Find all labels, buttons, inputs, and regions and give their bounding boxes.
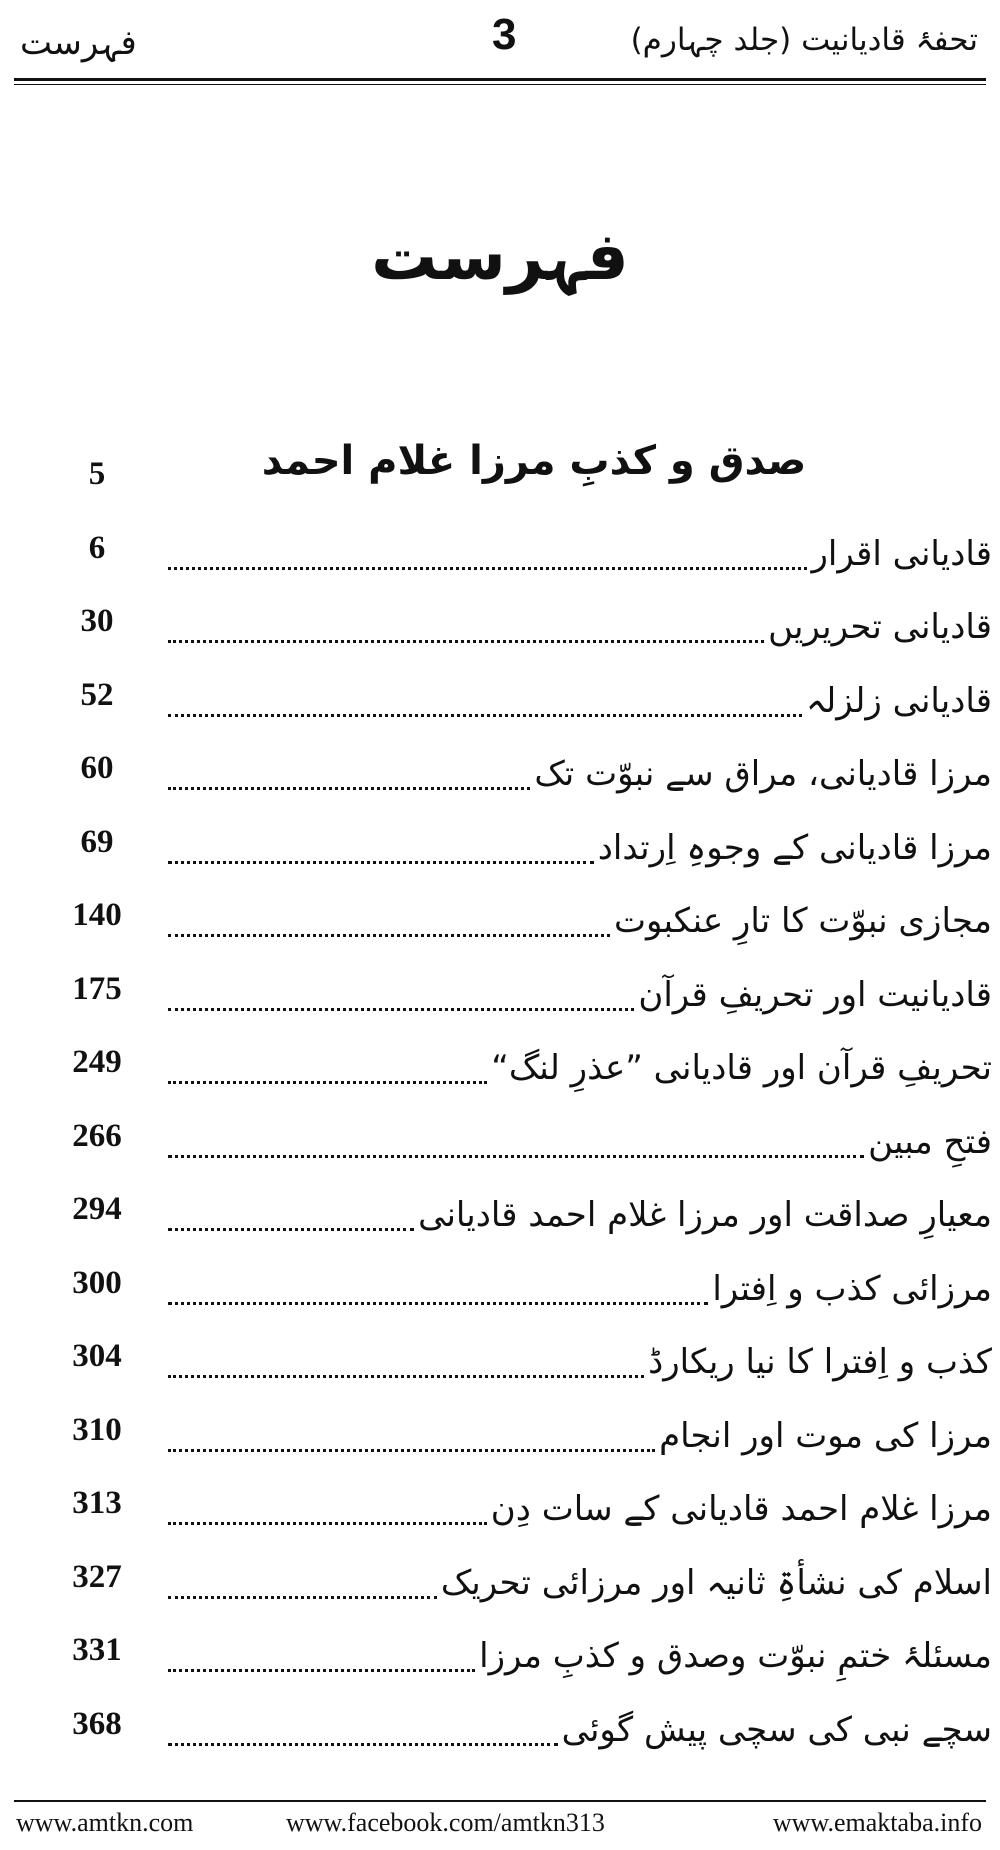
- toc-entry-line: [156, 1475, 992, 1535]
- toc-entry-line: [156, 1255, 992, 1315]
- toc-entry-page: 300: [72, 1264, 122, 1301]
- toc-entry-line: [156, 1181, 992, 1241]
- toc-entry-page: 175: [72, 970, 122, 1007]
- toc-entry[interactable]: [52, 1034, 992, 1108]
- toc-entry-page: 313: [72, 1485, 122, 1521]
- toc-entry-label: مرزا قادیانی کے وجوہِ اِرتداد: [597, 827, 992, 868]
- toc-entry-label: اسلام کی نشأۃِ ثانیہ اور مرزائی تحریک: [440, 1562, 992, 1603]
- toc-leader-dots: [168, 1008, 634, 1011]
- header-rule: [14, 78, 986, 81]
- toc-entry-line: [156, 1328, 992, 1388]
- toc-leader-dots: [168, 1081, 487, 1084]
- toc-entry[interactable]: [52, 593, 992, 667]
- toc-entry-page: 327: [72, 1558, 122, 1595]
- toc-leader-dots: [168, 1522, 487, 1525]
- toc-leader-dots: [168, 1228, 414, 1231]
- toc-entry[interactable]: [52, 1181, 992, 1255]
- toc-leader-dots: [168, 1596, 437, 1599]
- toc-entry-line: [156, 1696, 992, 1756]
- toc-leader-dots: [168, 714, 802, 717]
- toc-entry[interactable]: [52, 1255, 992, 1329]
- toc-entry-label: قادیانی اقرار: [811, 533, 992, 574]
- toc-entry-page: 60: [80, 750, 114, 786]
- toc-entry[interactable]: [52, 1475, 992, 1549]
- toc-entry-label: مرزا غلام احمد قادیانی کے سات دِن: [490, 1489, 992, 1529]
- toc-entry-label: قادیانیت اور تحریفِ قرآن: [638, 974, 992, 1015]
- toc-entry-line: [156, 1622, 992, 1682]
- toc-leader-dots: [168, 640, 764, 643]
- toc-entry-label: مسئلۂ ختمِ نبوّت وصدق و کذبِ مرزا: [479, 1636, 992, 1676]
- toc-entry-page: 304: [72, 1338, 122, 1374]
- toc-entry-page: 6: [88, 529, 106, 566]
- toc-entry[interactable]: [52, 520, 992, 594]
- toc-entry-line: [156, 1402, 992, 1462]
- toc-entry-line: [156, 1549, 992, 1609]
- toc-entry-page: 310: [72, 1411, 122, 1448]
- toc-entry-label: مرزائی کذب و اِفترا: [712, 1268, 992, 1309]
- toc-leader-dots: [168, 1669, 475, 1672]
- toc-entry-label: تحریفِ قرآن اور قادیانی ”عذرِ لنگ“: [491, 1048, 992, 1088]
- toc-entry-label: فتحِ مبین: [868, 1121, 992, 1162]
- header-rule-thin: [14, 84, 986, 85]
- toc-entry-page: 30: [80, 603, 114, 639]
- toc-entry-label: مرزا قادیانی، مراق سے نبوّت تک: [534, 754, 992, 794]
- toc-entry-page: 266: [72, 1117, 122, 1154]
- toc-section-heading: صدق و کذبِ مرزا غلام احمد: [261, 438, 807, 484]
- toc-entry-label: معیارِ صداقت اور مرزا غلام احمد قادیانی: [418, 1195, 992, 1235]
- toc-entry[interactable]: [52, 667, 992, 741]
- page-footer: [14, 1806, 986, 1842]
- toc-entry-line: [156, 667, 992, 727]
- footer-rule: [14, 1800, 986, 1802]
- toc-leader-dots: [168, 567, 807, 570]
- toc-leader-dots: [168, 1155, 864, 1158]
- toc-entry[interactable]: [52, 1622, 992, 1696]
- toc-entry-label: مجازی نبوّت کا تارِ عنکبوت: [613, 901, 992, 941]
- toc-entry-page: 294: [72, 1191, 122, 1227]
- footer-link-facebook[interactable]: www.facebook.com/amtkn313: [286, 1808, 605, 1837]
- toc-entry-line: [156, 520, 992, 580]
- footer-link-amtkn[interactable]: www.amtkn.com: [16, 1808, 194, 1837]
- toc-entry[interactable]: [52, 1549, 992, 1623]
- toc-entry[interactable]: [52, 887, 992, 961]
- toc-entry-label: مرزا کی موت اور انجام: [659, 1415, 992, 1456]
- toc-entry-line: [156, 740, 992, 800]
- toc-leader-dots: [168, 861, 594, 864]
- toc-entry-label: کذب و اِفترا کا نیا ریکارڈ: [648, 1342, 992, 1382]
- toc-leader-dots: [168, 1743, 558, 1746]
- toc-leader-dots: [168, 1449, 655, 1452]
- toc-leader-dots: [168, 1375, 644, 1378]
- toc-entry-line: [156, 887, 992, 947]
- toc-entry-page: 69: [80, 823, 114, 860]
- toc-leader-dots: [168, 787, 530, 790]
- table-of-contents: [52, 438, 992, 1769]
- header-book-title: تحفۂ قادیانیت (جلد چہارم): [630, 22, 978, 58]
- toc-entry-page: 368: [72, 1705, 122, 1742]
- header-page-number: 3: [492, 10, 517, 59]
- toc-entry[interactable]: [52, 1696, 992, 1770]
- toc-entry[interactable]: [52, 740, 992, 814]
- toc-section-page: 5: [88, 456, 106, 492]
- toc-section-row: [52, 438, 992, 520]
- toc-entry-line: [156, 593, 992, 653]
- page-title: فہرست: [371, 218, 629, 295]
- toc-entry-label: قادیانی زلزلہ: [805, 680, 992, 721]
- toc-entry-label: سچے نبی کی سچی پیش گوئی: [561, 1709, 992, 1750]
- toc-entry-page: 249: [72, 1044, 122, 1080]
- toc-entry[interactable]: [52, 961, 992, 1035]
- toc-entry-list: [52, 520, 992, 1770]
- toc-entry-line: [156, 814, 992, 874]
- toc-entry-page: 140: [72, 897, 122, 933]
- footer-link-emaktaba[interactable]: www.emaktaba.info: [772, 1808, 982, 1837]
- toc-entry[interactable]: [52, 814, 992, 888]
- page-header: [14, 0, 986, 82]
- toc-entry-label: قادیانی تحریریں: [768, 607, 992, 647]
- toc-entry-line: [156, 961, 992, 1021]
- toc-entry-page: 331: [72, 1632, 122, 1668]
- toc-leader-dots: [168, 1302, 708, 1305]
- toc-entry-page: 52: [80, 676, 114, 713]
- toc-leader-dots: [168, 934, 610, 937]
- toc-entry[interactable]: [52, 1402, 992, 1476]
- toc-entry[interactable]: [52, 1108, 992, 1182]
- header-section-label: فہرست: [20, 23, 137, 63]
- toc-entry[interactable]: [52, 1328, 992, 1402]
- toc-entry-line: [156, 1108, 992, 1168]
- toc-entry-line: [156, 1034, 992, 1094]
